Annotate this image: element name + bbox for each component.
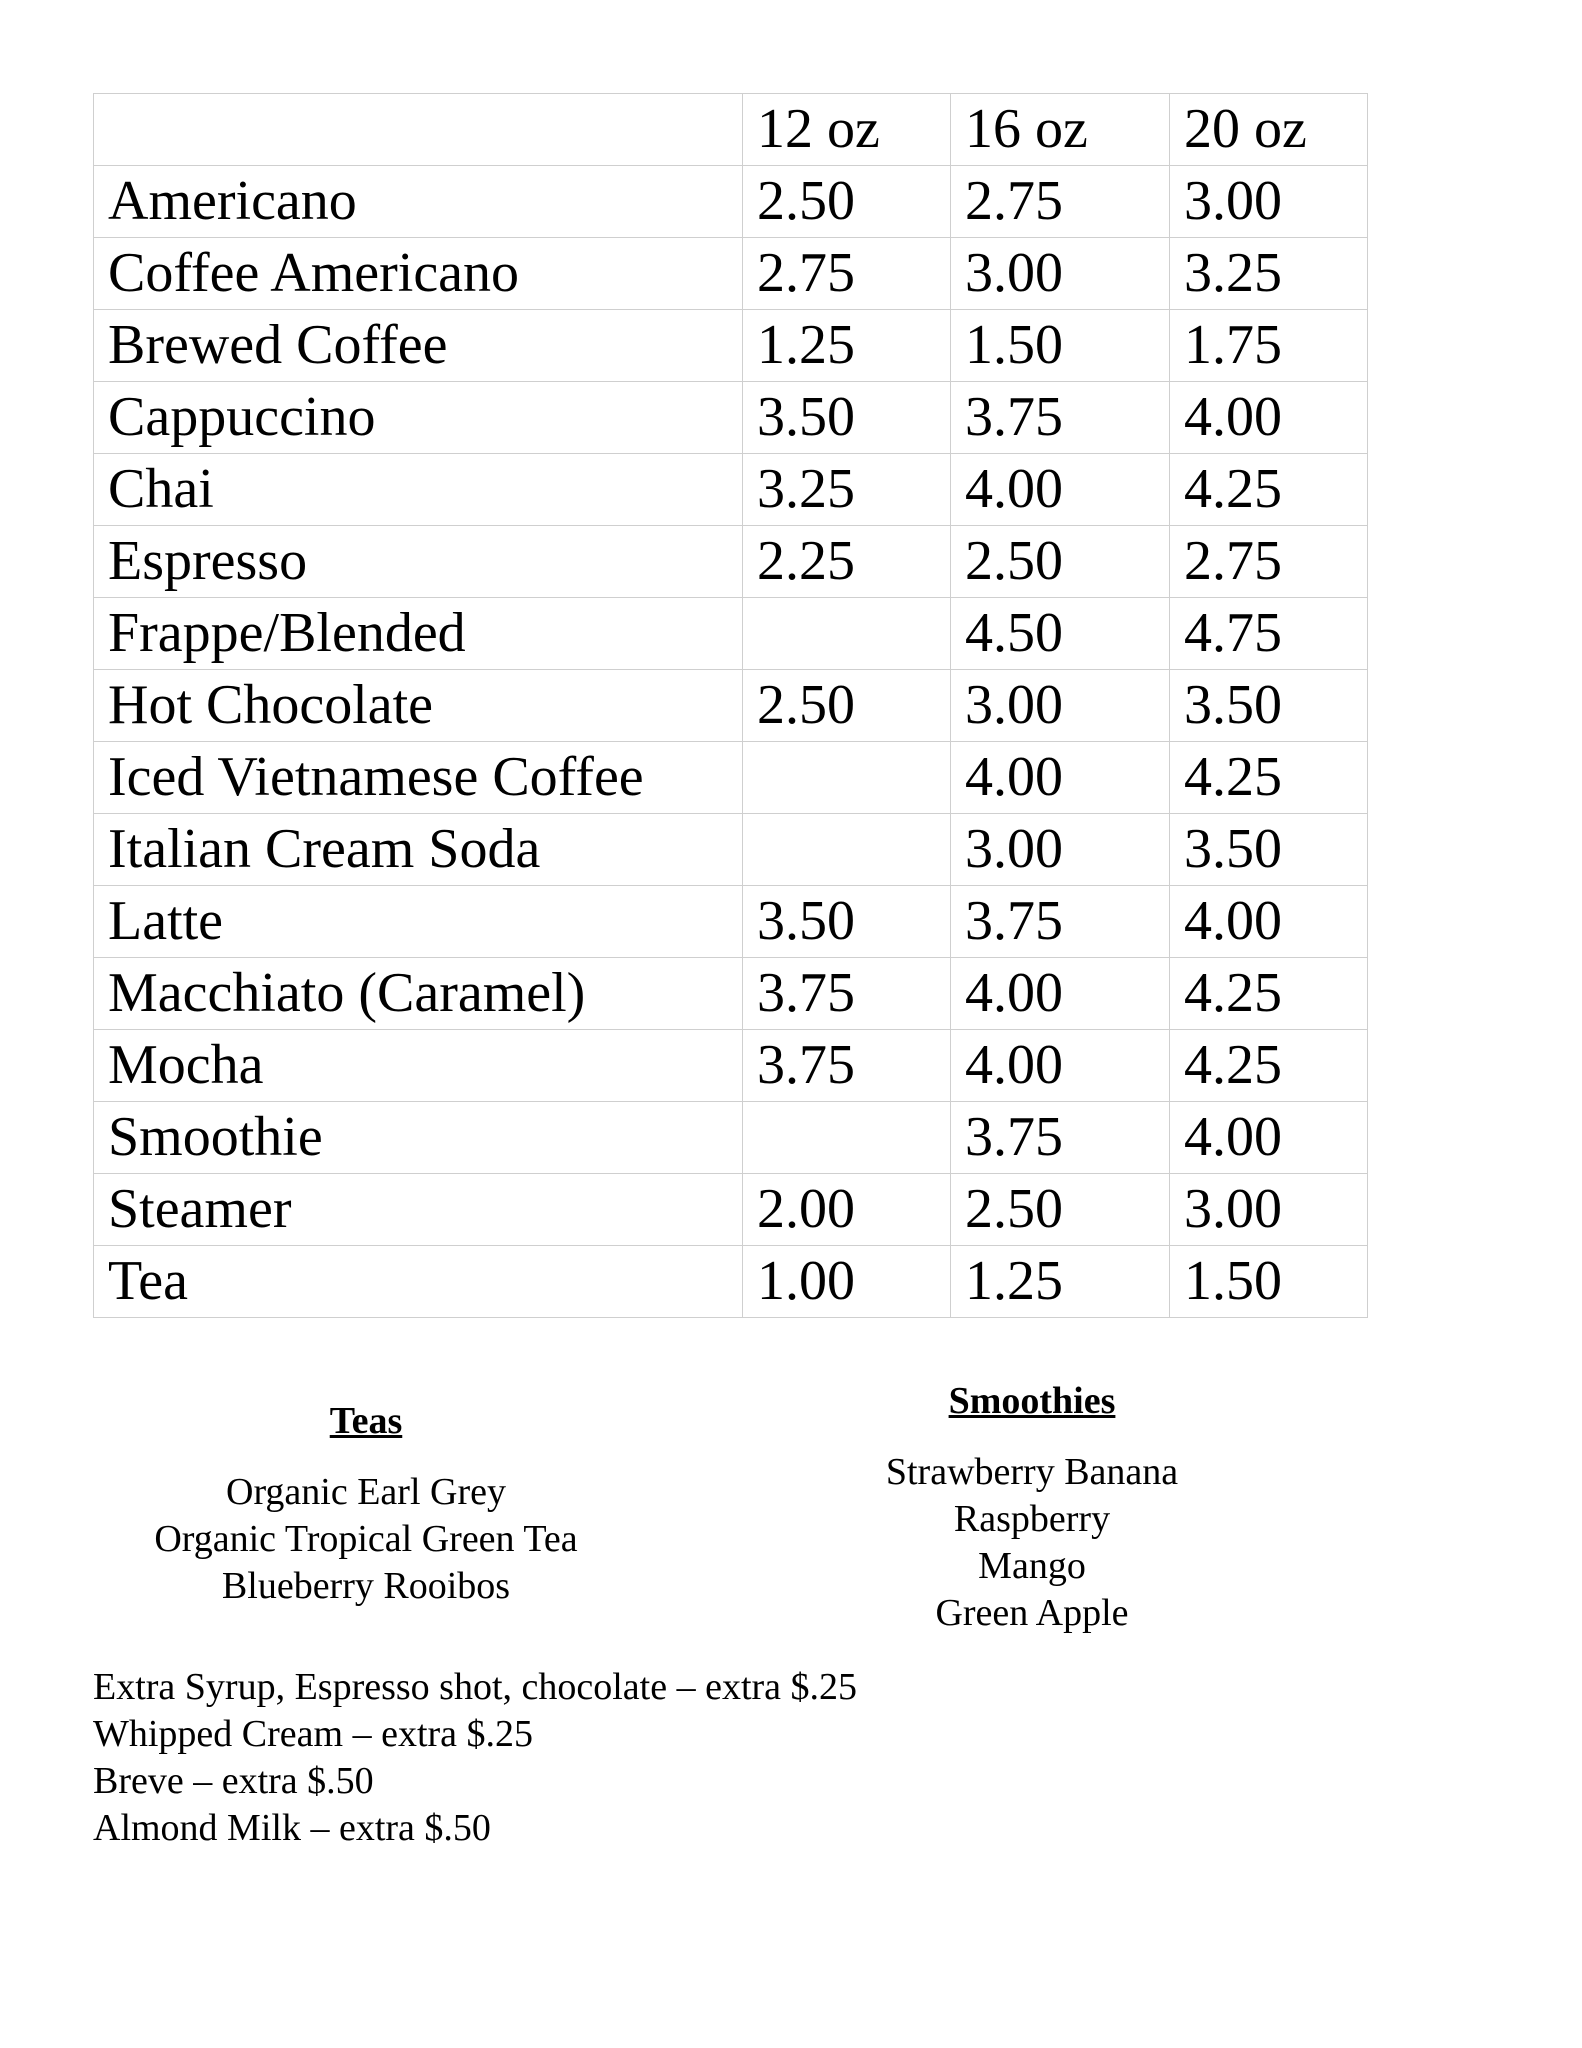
table-row [94,526,1368,598]
price-table-body [94,94,1368,1318]
price-16oz-cell: 4.00 [951,958,1170,1030]
price-12oz-cell: 1.25 [743,310,951,382]
header-cell-16oz: 16 oz [951,94,1170,166]
table-row [94,238,1368,310]
smoothie-item: Raspberry [953,1498,1111,1540]
price-20oz-cell: 4.25 [1170,958,1368,1030]
item-name-cell: Americano [94,166,743,238]
smoothies-heading: Smoothies [948,1380,1116,1422]
table-row [94,1246,1368,1318]
extra-item: Almond Milk – extra $.50 [93,1807,491,1849]
price-16oz-cell: 1.25 [951,1246,1170,1318]
price-table [93,93,1368,1318]
price-20oz-cell: 3.00 [1170,166,1368,238]
extra-item: Extra Syrup, Espresso shot, chocolate – extra $.25 [93,1666,858,1708]
price-20oz-cell: 4.00 [1170,886,1368,958]
price-12oz-cell [743,742,951,814]
item-name-cell: Mocha [94,1030,743,1102]
price-16oz-cell: 3.00 [951,814,1170,886]
price-16oz-cell: 2.75 [951,166,1170,238]
price-16oz-cell: 4.00 [951,742,1170,814]
item-name-cell: Hot Chocolate [94,670,743,742]
price-20oz-cell: 3.50 [1170,670,1368,742]
table-row [94,1030,1368,1102]
price-12oz-cell [743,814,951,886]
tea-item: Organic Tropical Green Tea [154,1518,578,1560]
price-16oz-cell: 2.50 [951,1174,1170,1246]
price-16oz-cell: 3.75 [951,382,1170,454]
teas-list [100,1469,632,1610]
item-name-cell: Cappuccino [94,382,743,454]
smoothie-item: Strawberry Banana [885,1451,1179,1493]
item-name-cell: Frappe/Blended [94,598,743,670]
table-row [94,310,1368,382]
price-12oz-cell: 1.00 [743,1246,951,1318]
item-name-cell: Iced Vietnamese Coffee [94,742,743,814]
tea-item: Blueberry Rooibos [221,1565,511,1607]
price-12oz-cell: 3.25 [743,454,951,526]
extra-item: Whipped Cream – extra $.25 [93,1713,534,1755]
tea-item: Organic Earl Grey [226,1471,506,1513]
table-row [94,382,1368,454]
price-16oz-cell: 4.50 [951,598,1170,670]
item-name-cell: Smoothie [94,1102,743,1174]
price-12oz-cell: 2.50 [743,670,951,742]
price-20oz-cell: 4.25 [1170,742,1368,814]
price-12oz-cell: 3.50 [743,886,951,958]
extra-item: Breve – extra $.50 [93,1760,374,1802]
price-16oz-cell: 3.00 [951,238,1170,310]
smoothie-item: Green Apple [935,1592,1129,1634]
price-16oz-cell: 1.50 [951,310,1170,382]
price-20oz-cell: 1.75 [1170,310,1368,382]
table-row [94,454,1368,526]
item-name-cell: Macchiato (Caramel) [94,958,743,1030]
price-20oz-cell: 4.75 [1170,598,1368,670]
price-20oz-cell: 3.25 [1170,238,1368,310]
price-20oz-cell: 3.50 [1170,814,1368,886]
item-name-cell: Brewed Coffee [94,310,743,382]
price-12oz-cell: 2.50 [743,166,951,238]
price-16oz-cell: 3.75 [951,1102,1170,1174]
table-row [94,166,1368,238]
header-cell-20oz: 20 oz [1170,94,1368,166]
price-20oz-cell: 4.25 [1170,1030,1368,1102]
price-20oz-cell: 2.75 [1170,526,1368,598]
item-name-cell: Coffee Americano [94,238,743,310]
price-20oz-cell: 1.50 [1170,1246,1368,1318]
price-20oz-cell: 4.25 [1170,454,1368,526]
price-16oz-cell: 2.50 [951,526,1170,598]
item-name-cell: Tea [94,1246,743,1318]
price-16oz-cell: 4.00 [951,454,1170,526]
price-12oz-cell: 3.75 [743,1030,951,1102]
table-row [94,1102,1368,1174]
price-12oz-cell [743,598,951,670]
table-row [94,670,1368,742]
price-20oz-cell: 3.00 [1170,1174,1368,1246]
item-name-cell: Italian Cream Soda [94,814,743,886]
price-12oz-cell: 3.50 [743,382,951,454]
price-20oz-cell: 4.00 [1170,382,1368,454]
teas-section [100,1398,632,1610]
item-name-cell: Latte [94,886,743,958]
price-16oz-cell: 3.00 [951,670,1170,742]
table-row [94,886,1368,958]
price-20oz-cell: 4.00 [1170,1102,1368,1174]
table-row [94,598,1368,670]
item-name-cell: Steamer [94,1174,743,1246]
table-row [94,742,1368,814]
item-name-cell: Chai [94,454,743,526]
table-row [94,1174,1368,1246]
price-12oz-cell: 2.00 [743,1174,951,1246]
price-12oz-cell [743,1102,951,1174]
smoothies-section [830,1378,1234,1637]
teas-heading: Teas [329,1400,403,1442]
table-row [94,814,1368,886]
table-row [94,958,1368,1030]
smoothie-item: Mango [978,1545,1086,1587]
header-row [94,94,1368,166]
smoothies-list [830,1449,1234,1637]
price-16oz-cell: 3.75 [951,886,1170,958]
price-16oz-cell: 4.00 [951,1030,1170,1102]
price-12oz-cell: 3.75 [743,958,951,1030]
item-name-cell: Espresso [94,526,743,598]
header-cell-12oz: 12 oz [743,94,951,166]
price-12oz-cell: 2.75 [743,238,951,310]
header-cell-blank [94,94,743,166]
extras-list [93,1664,857,1852]
price-12oz-cell: 2.25 [743,526,951,598]
